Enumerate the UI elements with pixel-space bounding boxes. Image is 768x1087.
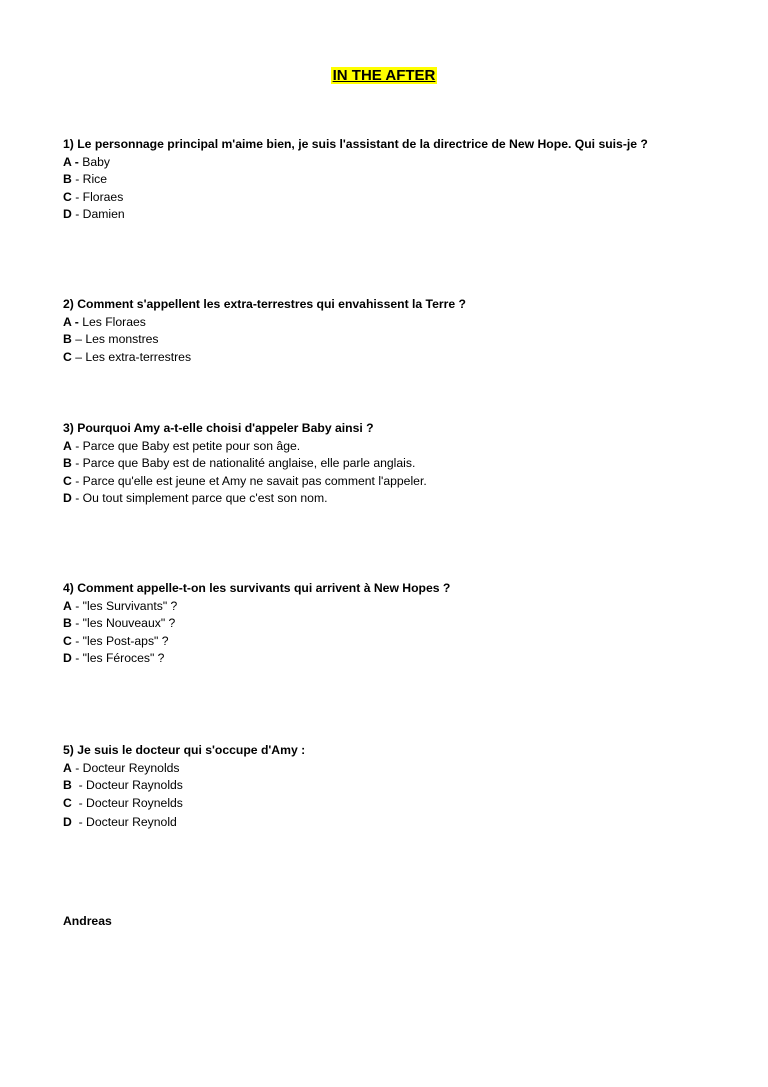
option-text: Rice <box>82 172 108 186</box>
answer-option <box>63 314 713 332</box>
question-text: 2) Comment s'appellent les extra-terrestres qui envahissent la Terre ? <box>63 297 466 311</box>
option-letter: C <box>63 633 72 648</box>
answer-option <box>63 349 713 367</box>
option-separator: - <box>71 760 83 775</box>
option-text: "les Post-aps" ? <box>82 633 169 648</box>
option-letter: C <box>63 473 72 488</box>
option-separator: - <box>71 795 87 810</box>
question-text: 1) Le personnage principal m'aime bien, je suis l'assistant de la directrice de New Hope. Qui suis-je ? <box>63 137 648 151</box>
answer-option <box>63 189 713 207</box>
option-text: Baby <box>82 154 110 169</box>
option-separator: - <box>71 616 83 630</box>
option-separator: – <box>71 332 86 346</box>
option-separator: - <box>71 815 87 829</box>
option-separator: - <box>71 314 83 329</box>
option-text: Damien <box>82 207 125 221</box>
option-separator: - <box>71 189 83 204</box>
option-text: Floraes <box>82 189 124 204</box>
option-separator: - <box>71 598 83 613</box>
option-letter: B <box>63 332 72 346</box>
option-letter: C <box>63 795 72 810</box>
answer-option <box>63 171 713 189</box>
option-letter: B <box>63 778 72 792</box>
answer-option <box>63 473 713 491</box>
question-5 <box>63 742 713 832</box>
answer-option <box>63 615 713 633</box>
option-text: "les Survivants" ? <box>82 598 178 613</box>
option-text: Les Floraes <box>82 314 146 329</box>
option-separator: - <box>71 491 83 505</box>
answer-option <box>63 206 713 224</box>
question-text: 4) Comment appelle-t-on les survivants qui arrivent à New Hopes ? <box>63 581 451 595</box>
option-separator: - <box>71 207 83 221</box>
question-text: 3) Pourquoi Amy a-t-elle choisi d'appeler Baby ainsi ? <box>63 421 374 435</box>
option-letter: B <box>63 172 72 186</box>
option-letter: A <box>63 760 72 775</box>
option-separator: - <box>71 633 83 648</box>
option-letter: A <box>63 438 72 453</box>
option-letter: D <box>63 207 72 221</box>
document-title-text: IN THE AFTER <box>332 67 436 84</box>
option-text: Docteur Raynolds <box>86 778 183 792</box>
option-text: Ou tout simplement parce que c'est son nom. <box>82 491 328 505</box>
answer-option <box>63 490 713 508</box>
answer-option <box>63 598 713 616</box>
option-text: Parce qu'elle est jeune et Amy ne savait pas comment l'appeler. <box>82 473 427 488</box>
option-text: Parce que Baby est petite pour son âge. <box>82 438 301 453</box>
question-3 <box>63 420 713 508</box>
option-separator: – <box>71 349 86 364</box>
option-separator: - <box>71 456 83 470</box>
option-separator: - <box>71 154 83 169</box>
answer-option <box>63 455 713 473</box>
option-separator: - <box>71 778 87 792</box>
option-text: "les Féroces" ? <box>82 651 165 665</box>
question-4 <box>63 580 713 668</box>
document-title <box>0 66 768 86</box>
option-text: "les Nouveaux" ? <box>82 616 176 630</box>
option-text: Les extra-terrestres <box>85 349 192 364</box>
question-1 <box>63 136 713 224</box>
option-text: Docteur Reynolds <box>82 760 180 775</box>
option-letter: A <box>63 154 72 169</box>
answer-option <box>63 795 713 813</box>
option-letter: C <box>63 189 72 204</box>
answer-option <box>63 331 713 349</box>
answer-option <box>63 814 713 832</box>
option-separator: - <box>71 438 83 453</box>
option-separator: - <box>71 473 83 488</box>
answer-option <box>63 777 713 795</box>
option-letter: B <box>63 456 72 470</box>
option-letter: B <box>63 616 72 630</box>
author-name: Andreas <box>63 914 112 928</box>
option-separator: - <box>71 172 83 186</box>
answer-option <box>63 760 713 778</box>
option-letter: C <box>63 349 72 364</box>
answer-option <box>63 438 713 456</box>
option-letter: A <box>63 598 72 613</box>
option-letter: D <box>63 651 72 665</box>
question-2 <box>63 296 713 366</box>
option-letter: A <box>63 314 72 329</box>
option-text: Docteur Roynelds <box>86 795 183 810</box>
option-text: Parce que Baby est de nationalité anglaise, elle parle anglais. <box>82 456 416 470</box>
option-text: Docteur Reynold <box>86 815 177 829</box>
option-letter: D <box>63 815 72 829</box>
question-text: 5) Je suis le docteur qui s'occupe d'Amy : <box>63 743 306 757</box>
option-letter: D <box>63 491 72 505</box>
answer-option <box>63 154 713 172</box>
option-text: Les monstres <box>85 332 159 346</box>
answer-option <box>63 650 713 668</box>
option-separator: - <box>71 651 83 665</box>
answer-option <box>63 633 713 651</box>
